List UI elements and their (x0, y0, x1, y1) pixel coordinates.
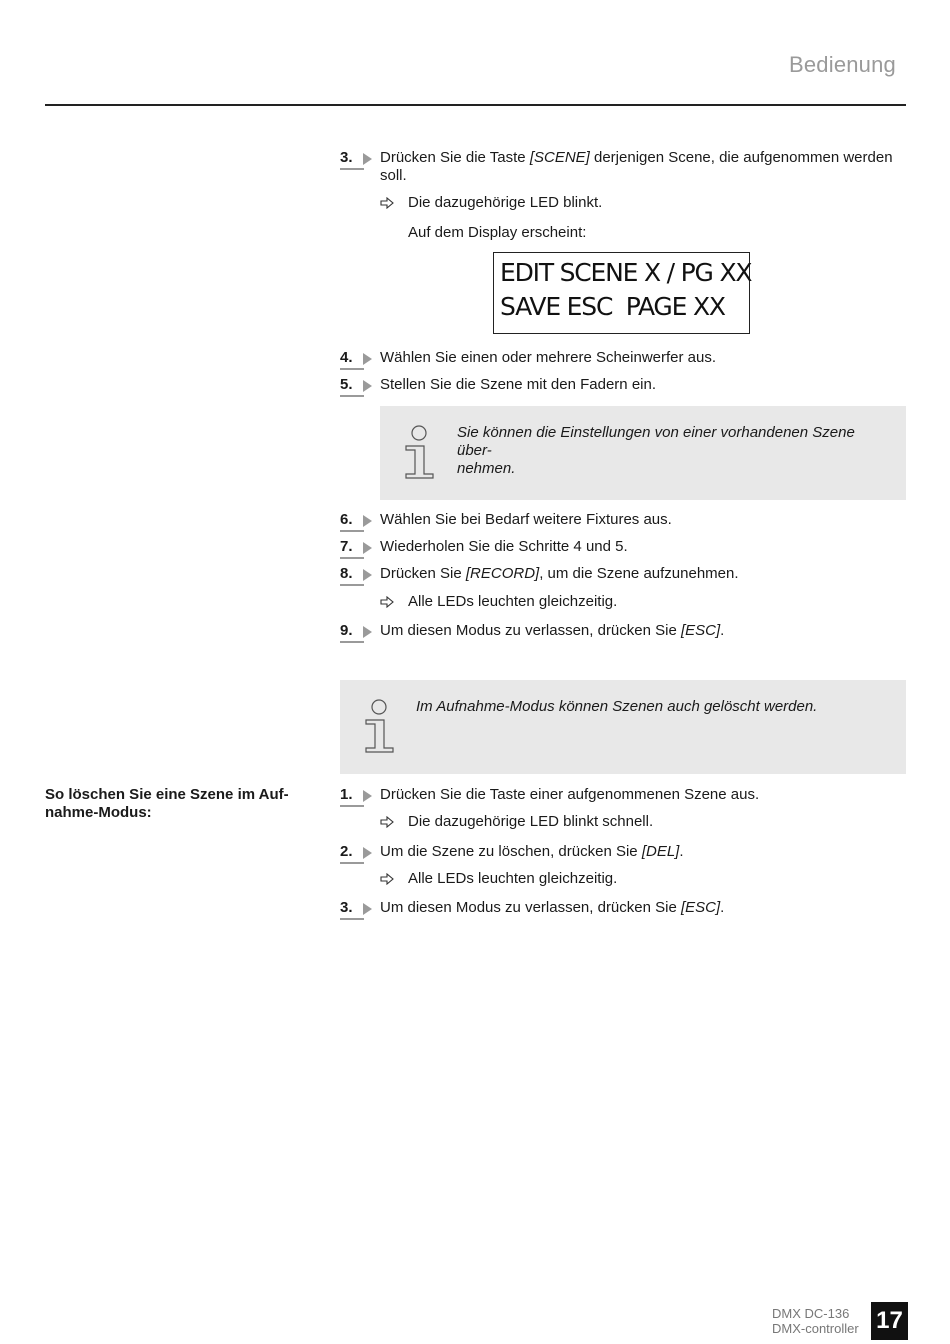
info-note-text: Sie können die Einstellungen von einer vorhandenen Szene über- nehmen. (457, 424, 855, 477)
step-arrow-icon (363, 515, 372, 527)
key-label: [SCENE] (529, 149, 590, 166)
step-6: 6. Wählen Sie bei Bedarf weitere Fixtures aus. (340, 511, 906, 531)
info-box-copy-settings (380, 406, 906, 500)
result-arrow-icon (380, 816, 394, 828)
info-icon (404, 424, 438, 480)
step-9: 9. Um diesen Modus zu verlassen, drücken Sie [ESC]. (340, 622, 906, 642)
step-number: 3. (340, 149, 376, 167)
display-line-2: SAVE ESC PAGE XX (500, 292, 725, 321)
header-divider (45, 104, 906, 106)
step-5: 5. Stellen Sie die Szene mit den Fadern ein. (340, 376, 906, 396)
result-arrow-icon (380, 197, 394, 209)
step-arrow-icon (363, 569, 372, 581)
step-arrow-icon (363, 542, 372, 554)
section-heading-delete-scene: So löschen Sie eine Szene im Auf- nahme-Modus: (45, 786, 289, 821)
footer-model-info: DMX DC-136 DMX-controller (772, 1306, 859, 1336)
key-label: [RECORD] (465, 565, 540, 582)
info-note-text: Im Aufnahme-Modus können Szenen auch gelöscht werden. (416, 698, 818, 715)
page-header-title: Bedienung (788, 52, 896, 77)
result-arrow-icon (380, 596, 394, 608)
step-arrow-icon (363, 353, 372, 365)
lcd-display (493, 252, 750, 334)
key-label: [DEL] (641, 843, 680, 860)
step-4: 4. Wählen Sie einen oder mehrere Scheinwerfer aus. (340, 349, 906, 369)
step-7: 7. Wiederholen Sie die Schritte 4 und 5. (340, 538, 906, 558)
step-text: Drücken Sie die Taste [SCENE] derjenigen Scene, die aufgenommen werden soll. (380, 149, 893, 184)
info-box-delete-scenes (340, 680, 906, 774)
step-arrow-icon (363, 626, 372, 638)
display-intro: Auf dem Display erscheint: (408, 224, 587, 241)
info-icon (364, 698, 398, 754)
step-arrow-icon (363, 847, 372, 859)
step-arrow-icon (363, 380, 372, 392)
step-3-record (340, 149, 906, 189)
key-label: [ESC] (680, 622, 721, 639)
step-arrow-icon (363, 790, 372, 802)
delete-step-3: 3. Um diesen Modus zu verlassen, drücken Sie [ESC]. (340, 899, 906, 919)
step-arrow-icon (363, 903, 372, 915)
display-line-1: EDIT SCENE X / PG XX (500, 258, 752, 287)
page-number: 17 (871, 1302, 908, 1340)
delete-step-1: 1. Drücken Sie die Taste einer aufgenommenen Szene aus. (340, 786, 906, 806)
delete-step-2: 2. Um die Szene zu löschen, drücken Sie [DEL]. (340, 843, 906, 863)
step-arrow-icon (363, 153, 372, 165)
result-arrow-icon (380, 873, 394, 885)
step-8: 8. Drücken Sie [RECORD], um die Szene aufzunehmen. (340, 565, 906, 585)
key-label: [ESC] (680, 899, 721, 916)
